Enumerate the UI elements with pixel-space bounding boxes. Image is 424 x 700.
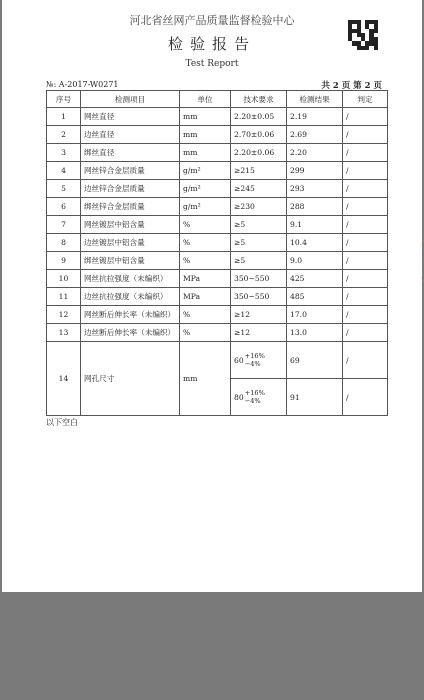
unit: mm	[180, 144, 231, 162]
requirement	[231, 342, 287, 379]
table-row	[47, 180, 388, 198]
requirement: 350~550	[231, 270, 287, 288]
unit: mm	[180, 126, 231, 144]
table-row	[47, 162, 388, 180]
table-row	[47, 270, 388, 288]
unit: g/m²	[180, 198, 231, 216]
requirement	[231, 379, 287, 416]
requirement: ≥5	[231, 252, 287, 270]
verdict: /	[343, 306, 388, 324]
requirement: ≥245	[231, 180, 287, 198]
unit: MPa	[180, 288, 231, 306]
result: 485	[287, 288, 343, 306]
table-row	[47, 234, 388, 252]
verdict: /	[343, 324, 388, 342]
tolerance-plus: +16%	[244, 352, 265, 360]
row-number: 6	[47, 198, 81, 216]
requirement: 2.70±0.06	[231, 126, 287, 144]
unit: MPa	[180, 270, 231, 288]
row-number: 12	[47, 306, 81, 324]
verdict: /	[343, 288, 388, 306]
table-row	[47, 144, 388, 162]
test-results-table	[46, 90, 388, 416]
report-title: 检验报告	[167, 35, 256, 53]
requirement: ≥215	[231, 162, 287, 180]
test-item: 边丝锌合金层质量	[81, 180, 180, 198]
tolerance-plus: +16%	[244, 389, 265, 397]
requirement: 2.20±0.05	[231, 108, 287, 126]
table-row	[47, 108, 388, 126]
verdict: /	[343, 126, 388, 144]
verdict: /	[343, 342, 388, 379]
test-item: 绑丝锌合金层质量	[81, 198, 180, 216]
row-number: 3	[47, 144, 81, 162]
result: 2.19	[287, 108, 343, 126]
table-row	[47, 306, 388, 324]
test-item: 边丝直径	[81, 126, 180, 144]
requirement: 2.20±0.06	[231, 144, 287, 162]
header-cell: 判定	[343, 91, 388, 108]
row-number: 7	[47, 216, 81, 234]
verdict: /	[343, 144, 388, 162]
verdict: /	[343, 270, 388, 288]
verdict: /	[343, 216, 388, 234]
row-number: 5	[47, 180, 81, 198]
requirement: ≥12	[231, 324, 287, 342]
unit: mm	[180, 342, 231, 416]
tolerance-minus: −4%	[244, 397, 261, 405]
verdict: /	[343, 108, 388, 126]
unit: %	[180, 306, 231, 324]
requirement: ≥230	[231, 198, 287, 216]
page-info: 共 2 页 第 2 页	[321, 81, 382, 91]
requirement-base: 60	[234, 355, 244, 365]
test-item: 边丝断后伸长率（未编织）	[81, 324, 180, 342]
result: 293	[287, 180, 343, 198]
table-row	[47, 324, 388, 342]
unit: %	[180, 234, 231, 252]
report-page	[2, 0, 422, 592]
row-number: 10	[47, 270, 81, 288]
requirement: 350~550	[231, 288, 287, 306]
test-item: 网丝镀层中铝含量	[81, 216, 180, 234]
unit: g/m²	[180, 162, 231, 180]
row-number: 8	[47, 234, 81, 252]
row-number: 4	[47, 162, 81, 180]
unit: %	[180, 324, 231, 342]
test-item: 绑丝直径	[81, 144, 180, 162]
verdict: /	[343, 180, 388, 198]
table-row	[47, 126, 388, 144]
result: 17.0	[287, 306, 343, 324]
table-row	[47, 198, 388, 216]
report-subtitle: Test Report	[185, 59, 239, 69]
verdict: /	[343, 379, 388, 416]
tolerance-minus: −4%	[244, 360, 261, 368]
result: 13.0	[287, 324, 343, 342]
table-header-row	[47, 91, 388, 108]
verdict: /	[343, 198, 388, 216]
test-item: 网丝直径	[81, 108, 180, 126]
test-item: 边丝镀层中铝含量	[81, 234, 180, 252]
requirement: ≥5	[231, 216, 287, 234]
row-number: 1	[47, 108, 81, 126]
row-number: 2	[47, 126, 81, 144]
result: 2.20	[287, 144, 343, 162]
header-cell: 检测项目	[81, 91, 180, 108]
test-item: 网丝锌合金层质量	[81, 162, 180, 180]
row-number: 11	[47, 288, 81, 306]
header-cell: 单位	[180, 91, 231, 108]
verdict: /	[343, 252, 388, 270]
header-cell: 检测结果	[287, 91, 343, 108]
result: 425	[287, 270, 343, 288]
header-cell: 技术要求	[231, 91, 287, 108]
requirement-base: 80	[234, 392, 244, 402]
institute-name: 河北省丝网产品质量监督检验中心	[129, 14, 295, 27]
result: 299	[287, 162, 343, 180]
header-cell: 序号	[47, 91, 81, 108]
test-item: 网孔尺寸	[81, 342, 180, 416]
requirement: ≥12	[231, 306, 287, 324]
result: 10.4	[287, 234, 343, 252]
row-number: 14	[47, 342, 81, 416]
row-number: 9	[47, 252, 81, 270]
row-number: 13	[47, 324, 81, 342]
test-item: 绑丝镀层中铝含量	[81, 252, 180, 270]
result: 2.69	[287, 126, 343, 144]
verdict: /	[343, 162, 388, 180]
result: 288	[287, 198, 343, 216]
test-item: 网丝抗拉强度（未编织）	[81, 270, 180, 288]
result: 9.1	[287, 216, 343, 234]
result: 91	[287, 379, 343, 416]
end-note: 以下空白	[46, 418, 78, 427]
table-row	[47, 288, 388, 306]
table-row	[47, 216, 388, 234]
result: 9.0	[287, 252, 343, 270]
document-number: №: A-2017-W0271	[46, 80, 119, 89]
test-item: 边丝抗拉强度（未编织）	[81, 288, 180, 306]
table-row	[47, 252, 388, 270]
unit: g/m²	[180, 180, 231, 198]
verdict: /	[343, 234, 388, 252]
table-row	[47, 342, 388, 379]
unit: mm	[180, 108, 231, 126]
unit: %	[180, 216, 231, 234]
qr-code-icon	[348, 20, 378, 50]
unit: %	[180, 252, 231, 270]
requirement: ≥5	[231, 234, 287, 252]
result: 69	[287, 342, 343, 379]
test-item: 网丝断后伸长率（未编织）	[81, 306, 180, 324]
